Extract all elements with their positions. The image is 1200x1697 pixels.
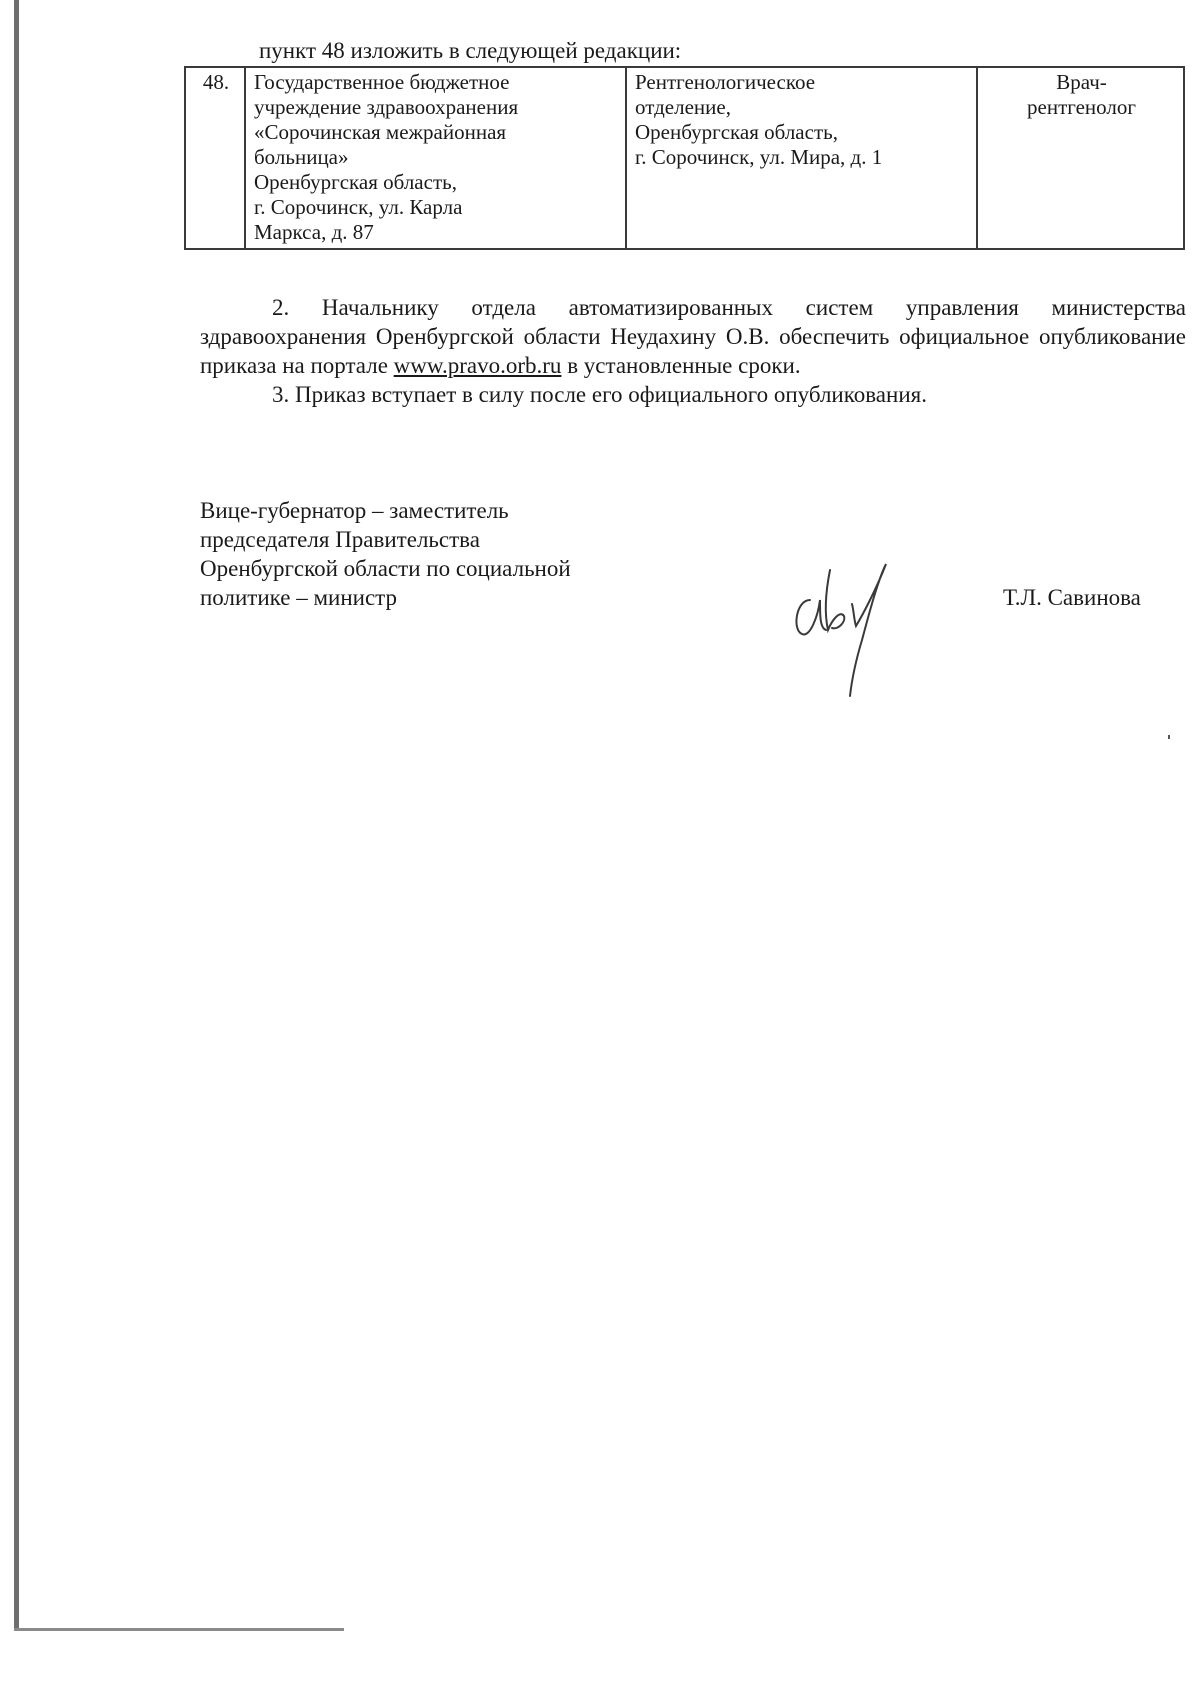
handwritten-signature bbox=[790, 560, 920, 700]
scan-edge-bottom bbox=[14, 1628, 344, 1631]
department-line: г. Сорочинск, ул. Мира, д. 1 bbox=[635, 145, 883, 169]
department-cell bbox=[626, 67, 977, 249]
organization-line: «Сорочинская межрайонная bbox=[254, 120, 507, 144]
organization-line: Государственное бюджетное bbox=[254, 70, 510, 94]
position-line: рентгенолог bbox=[1027, 95, 1136, 119]
department-line: Оренбургская область, bbox=[635, 120, 838, 144]
amendment-table bbox=[184, 66, 1185, 250]
organization-line: г. Сорочинск, ул. Карла bbox=[254, 195, 463, 219]
paragraph-3: 3. Приказ вступает в силу после его официального опубликования. bbox=[272, 382, 927, 407]
signatory-title bbox=[200, 496, 571, 612]
department-line: Рентгенологическое bbox=[635, 70, 816, 94]
paragraph-2-text: 2. Начальнику отдела автоматизированных систем управления министерства здравоохранения Оренбургской области Неудахину О.В. обеспечить официальное опубликование приказа на портале bbox=[200, 295, 1186, 378]
signatory-title-line: председателя Правительства bbox=[200, 527, 480, 552]
portal-link[interactable]: www.pravo.orb.ru bbox=[393, 353, 562, 378]
position-line: Врач- bbox=[1056, 70, 1107, 94]
organization-line: Оренбургская область, bbox=[254, 170, 457, 194]
scan-speck bbox=[1168, 735, 1170, 739]
position-cell bbox=[977, 67, 1184, 249]
organization-cell bbox=[245, 67, 626, 249]
department-line: отделение, bbox=[635, 95, 731, 119]
row-number-cell: 48. bbox=[185, 67, 245, 249]
signatory-title-line: Оренбургской области по социальной bbox=[200, 556, 571, 581]
organization-line: Маркса, д. 87 bbox=[254, 220, 374, 244]
paragraph-2-tail: в установленные сроки. bbox=[561, 353, 801, 378]
table-row bbox=[185, 67, 1184, 249]
signatory-title-line: Вице-губернатор – заместитель bbox=[200, 498, 509, 523]
signatory-title-line: политике – министр bbox=[200, 585, 397, 610]
organization-line: учреждение здравоохранения bbox=[254, 95, 519, 119]
scan-edge-left bbox=[14, 0, 19, 1630]
signatory-name: Т.Л. Савинова bbox=[1003, 585, 1141, 610]
paragraph-2 bbox=[200, 293, 1186, 380]
organization-line: больница» bbox=[254, 145, 349, 169]
amendment-intro: пункт 48 изложить в следующей редакции: bbox=[259, 38, 682, 63]
